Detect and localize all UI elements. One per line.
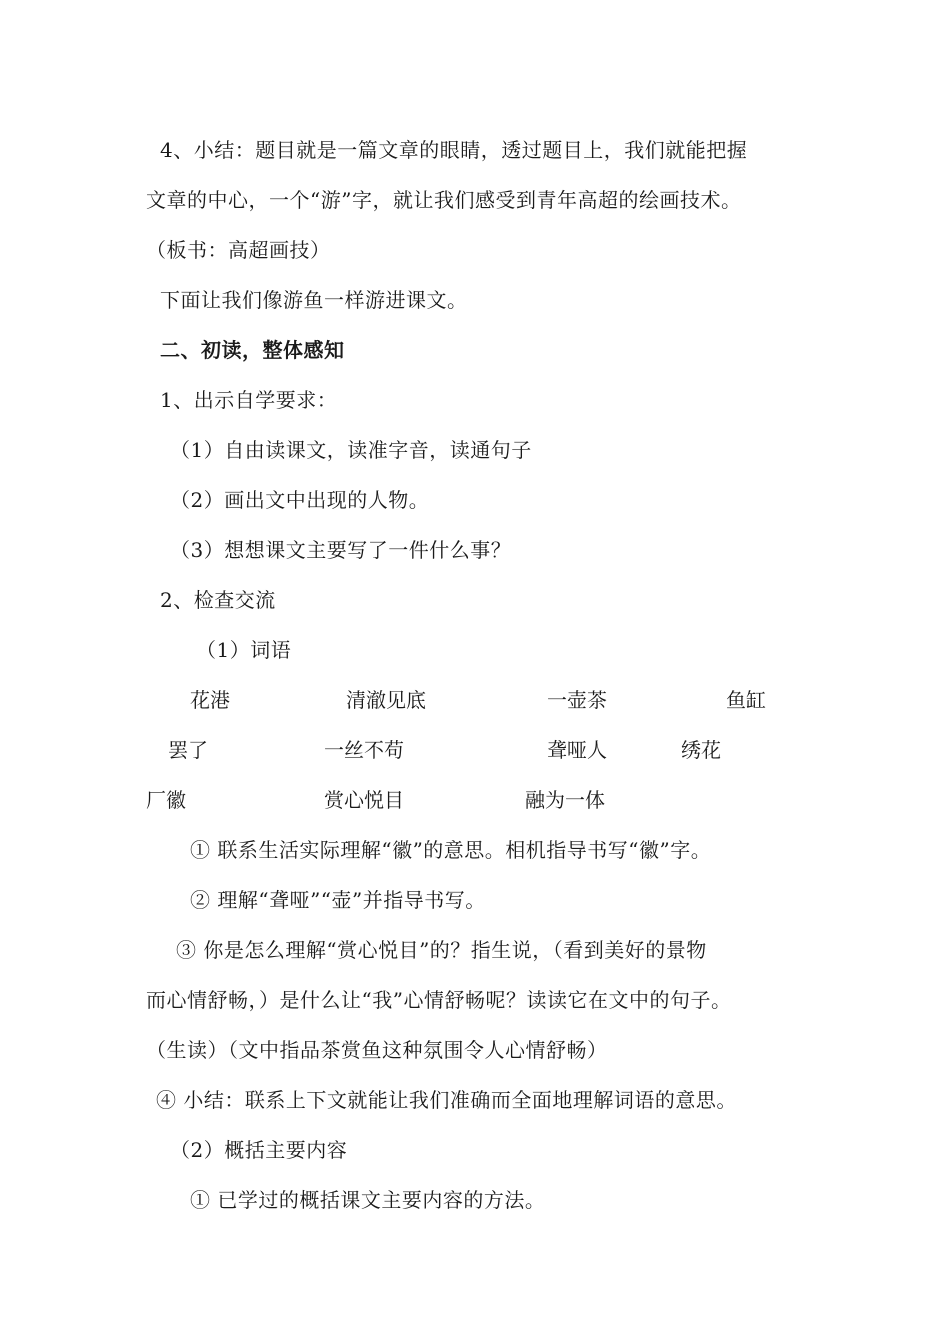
vocab-word: 清澈见底	[346, 688, 426, 712]
vocab-word: 一丝不苟	[324, 738, 404, 762]
vocab-word: 一壶茶	[547, 688, 607, 712]
item-1-c: （3）想想课文主要写了一件什么事？	[170, 538, 512, 562]
step-4: ④ 小结：联系上下文就能让我们准确而全面地理解词语的意思。	[156, 1088, 737, 1112]
item-1: 1、出示自学要求：	[160, 388, 338, 412]
vocab-word: 赏心悦目	[324, 788, 404, 812]
item-1-b: （2）画出文中出现的人物。	[170, 488, 430, 512]
item-2-sub-1: （1）词语	[196, 638, 292, 662]
summary-line-2: 文章的中心，一个“游”字，就让我们感受到青年高超的绘画技术。	[146, 188, 742, 212]
vocab-word: 聋哑人	[547, 738, 607, 762]
vocab-word: 绣花	[681, 738, 721, 762]
vocab-word: 花港	[190, 688, 230, 712]
vocab-word: 融为一体	[525, 788, 605, 812]
summary-line-1: 4、小结：题目就是一篇文章的眼睛，透过题目上，我们就能把握	[160, 138, 748, 162]
item-2: 2、检查交流	[160, 588, 276, 612]
vocab-word: 厂徽	[146, 788, 186, 812]
section-heading: 二、初读，整体感知	[160, 338, 345, 362]
item-2-sub-2: （2）概括主要内容	[170, 1138, 348, 1162]
step-3-line-3: （生读）（文中指品茶赏鱼这种氛围令人心情舒畅）	[146, 1038, 608, 1062]
step-2: ② 理解“聋哑”“壶”并指导书写。	[190, 888, 486, 912]
sub-2-step-1: ① 已学过的概括课文主要内容的方法。	[190, 1188, 546, 1212]
step-3-line-2: 而心情舒畅，）是什么让“我”心情舒畅呢？读读它在文中的句子。	[146, 988, 732, 1012]
step-3-line-1: ③ 你是怎么理解“赏心悦目”的？指生说，（看到美好的景物	[176, 938, 707, 962]
item-1-a: （1）自由读课文，读准字音，读通句子	[170, 438, 532, 462]
vocab-word: 鱼缸	[726, 688, 766, 712]
transition-paragraph: 下面让我们像游鱼一样游进课文。	[160, 288, 468, 312]
summary-line-3: （板书：高超画技）	[146, 238, 331, 262]
vocab-word: 罢了	[168, 738, 208, 762]
step-1: ① 联系生活实际理解“徽”的意思。相机指导书写“徽”字。	[190, 838, 712, 862]
